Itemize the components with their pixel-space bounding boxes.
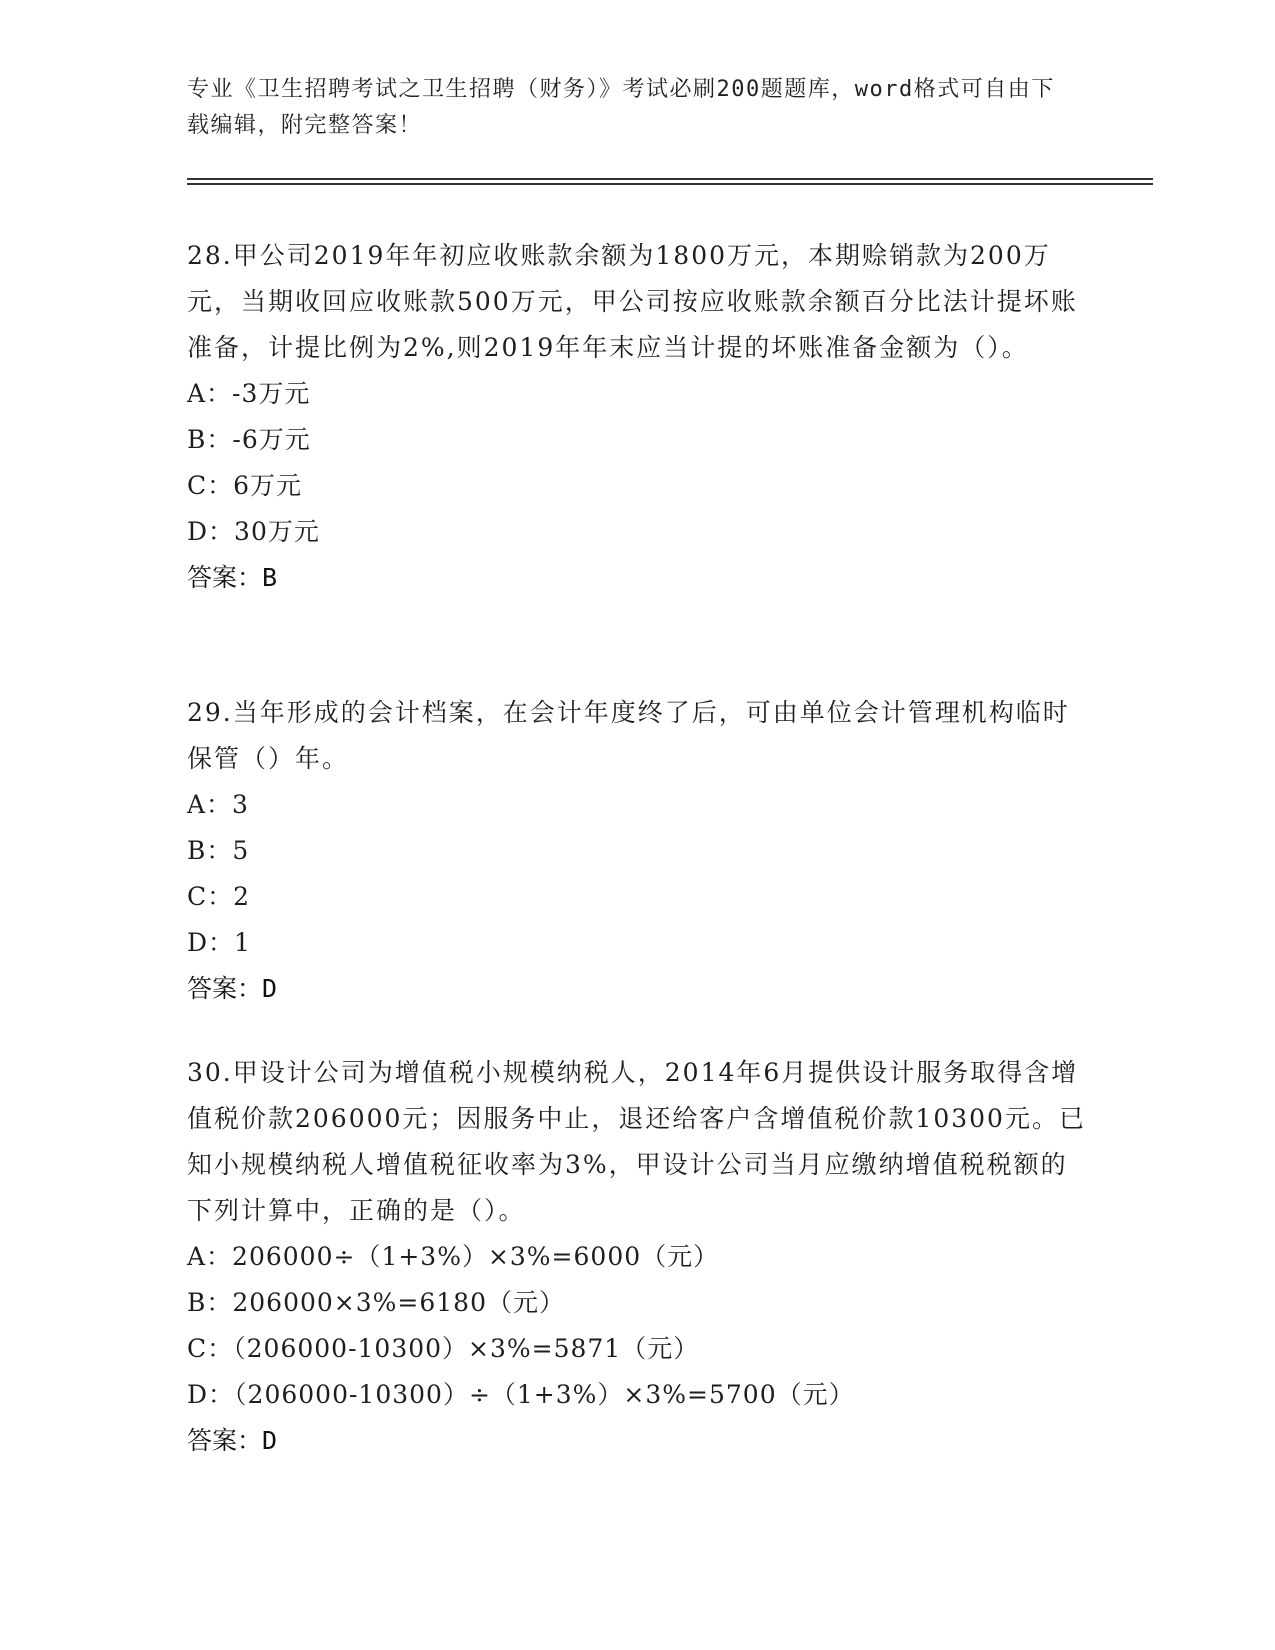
option-d: D：（206000-10300）÷（1+3%）×3%=5700（元） — [187, 1380, 855, 1409]
header-divider-bottom — [187, 183, 1153, 185]
option-c: C：（206000-10300）×3%=5871（元） — [187, 1334, 700, 1363]
option-c: C：6万元 — [187, 471, 303, 500]
question-stem: 30.甲设计公司为增值税小规模纳税人，2014年6月提供设计服务取得含增值税价款206000元；因服务中止，退还给客户含增值税价款10300元。已知小规模纳税人增值税征收率为3%，甲设计公司当月应缴纳增值税税额的下列计算中，正确的是（）。 — [187, 1058, 1086, 1225]
option-a: A：-3万元 — [187, 379, 311, 408]
option-a: A：3 — [187, 790, 249, 819]
header-divider-top — [187, 178, 1153, 180]
option-a: A：206000÷（1+3%）×3%=6000（元） — [187, 1242, 720, 1271]
option-b: B：-6万元 — [187, 425, 311, 454]
option-d: D：30万元 — [187, 517, 320, 546]
question-stem: 28.甲公司2019年年初应收账款余额为1800万元，本期赊销款为200万元，当期收回应收账款500万元，甲公司按应收账款余额百分比法计提坏账准备，计提比例为2%,则2019年年末应当计提的坏账准备金额为（）。 — [187, 241, 1078, 362]
option-d: D：1 — [187, 928, 251, 957]
question-30 — [187, 1050, 1087, 1464]
question-29 — [187, 690, 1087, 1012]
document-header: 专业《卫生招聘考试之卫生招聘（财务）》考试必刷200题题库，word格式可自由下载编辑，附完整答案！ — [187, 77, 1055, 138]
answer: 答案：B — [187, 563, 278, 592]
answer: 答案：D — [187, 1426, 278, 1455]
question-28 — [187, 233, 1087, 601]
option-b: B：206000×3%=6180（元） — [187, 1288, 565, 1317]
option-c: C：2 — [187, 882, 251, 911]
question-stem: 29.当年形成的会计档案，在会计年度终了后，可由单位会计管理机构临时保管（）年。 — [187, 698, 1070, 773]
option-b: B：5 — [187, 836, 250, 865]
answer: 答案：D — [187, 974, 278, 1003]
